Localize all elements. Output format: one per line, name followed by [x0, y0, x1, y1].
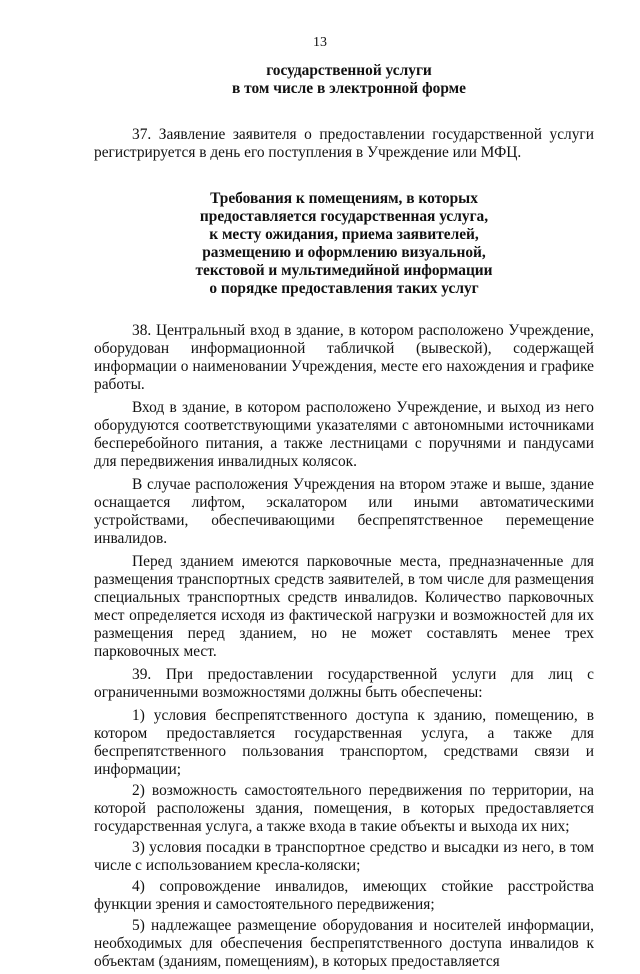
- section-heading-line: предоставляется государственная услуга,: [199, 208, 489, 225]
- paragraph-39: 39. При предоставлении государственной услуги для лиц с ограниченными возможностями должны быть обеспечены:: [94, 666, 594, 701]
- section-heading-line: размещению и оформлению визуальной,: [202, 244, 486, 261]
- top-heading-line: государственной услуги: [266, 62, 432, 79]
- paragraph-37: 37. Заявление заявителя о предоставлении государственной услуги регистрируется в день его поступления в Учреждение или МФЦ.: [94, 126, 594, 161]
- section-heading: [94, 190, 594, 298]
- document-body: [94, 62, 594, 974]
- section-heading-line: текстовой и мультимедийной информации: [195, 262, 493, 279]
- top-heading-line: в том числе в электронной форме: [232, 80, 466, 97]
- list-item: 5) надлежащее размещение оборудования и носителей информации, необходимых для обеспечения беспрепятственного доступа инвалидов к объектам (зданиям, помещениям), в которых предоставляется: [94, 917, 594, 970]
- list-item: 3) условия посадки в транспортное средство и высадки из него, в том числе с использованием кресла-коляски;: [94, 839, 594, 874]
- list-item: 1) условия беспрепятственного доступа к зданию, помещению, в котором предоставляется государственная услуга, а также для беспрепятственного пользования транспортом, средствами связи и информации;: [94, 707, 594, 778]
- page-number: 13: [313, 35, 327, 50]
- paragraph-38: 38. Центральный вход в здание, в котором расположено Учреждение, оборудован информационной табличкой (вывеской), содержащей информации о наименовании Учреждения, месте его нахождения и графике работы.: [94, 322, 594, 393]
- list-item: 4) сопровождение инвалидов, имеющих стойкие расстройства функции зрения и самостоятельного передвижения;: [94, 878, 594, 913]
- paragraph-entrance: Вход в здание, в котором расположено Учреждение, и выход из него оборудуются соответствующими указателями с автономными источниками бесперебойного питания, а также лестницами с поручнями и пандусами для передвижения инвалидных колясок.: [94, 399, 594, 470]
- section-heading-line: о порядке предоставления таких услуг: [209, 280, 479, 297]
- paragraph-parking: Перед зданием имеются парковочные места, предназначенные для размещения транспортных средств заявителей, в том числе для размещения специальных транспортных средств инвалидов. Количество парковочных мест определяется исходя из фактической нагрузки и возможностей для их размещения перед зданием, но не может составлять менее трех парковочных мест.: [94, 553, 594, 660]
- paragraph-elevator: В случае расположения Учреждения на втором этаже и выше, здание оснащается лифтом, эскалатором или иными автоматическими устройствами, обеспечивающими беспрепятственное перемещение инвалидов.: [94, 476, 594, 547]
- section-heading-line: Требования к помещениям, в которых: [210, 190, 478, 207]
- list-item: 2) возможность самостоятельного передвижения по территории, на которой расположены здания, помещения, в которых предоставляется государственная услуга, а также входа в такие объекты и выхода их них;: [94, 782, 594, 835]
- top-heading: [154, 62, 544, 98]
- section-heading-line: к месту ожидания, приема заявителей,: [209, 226, 479, 243]
